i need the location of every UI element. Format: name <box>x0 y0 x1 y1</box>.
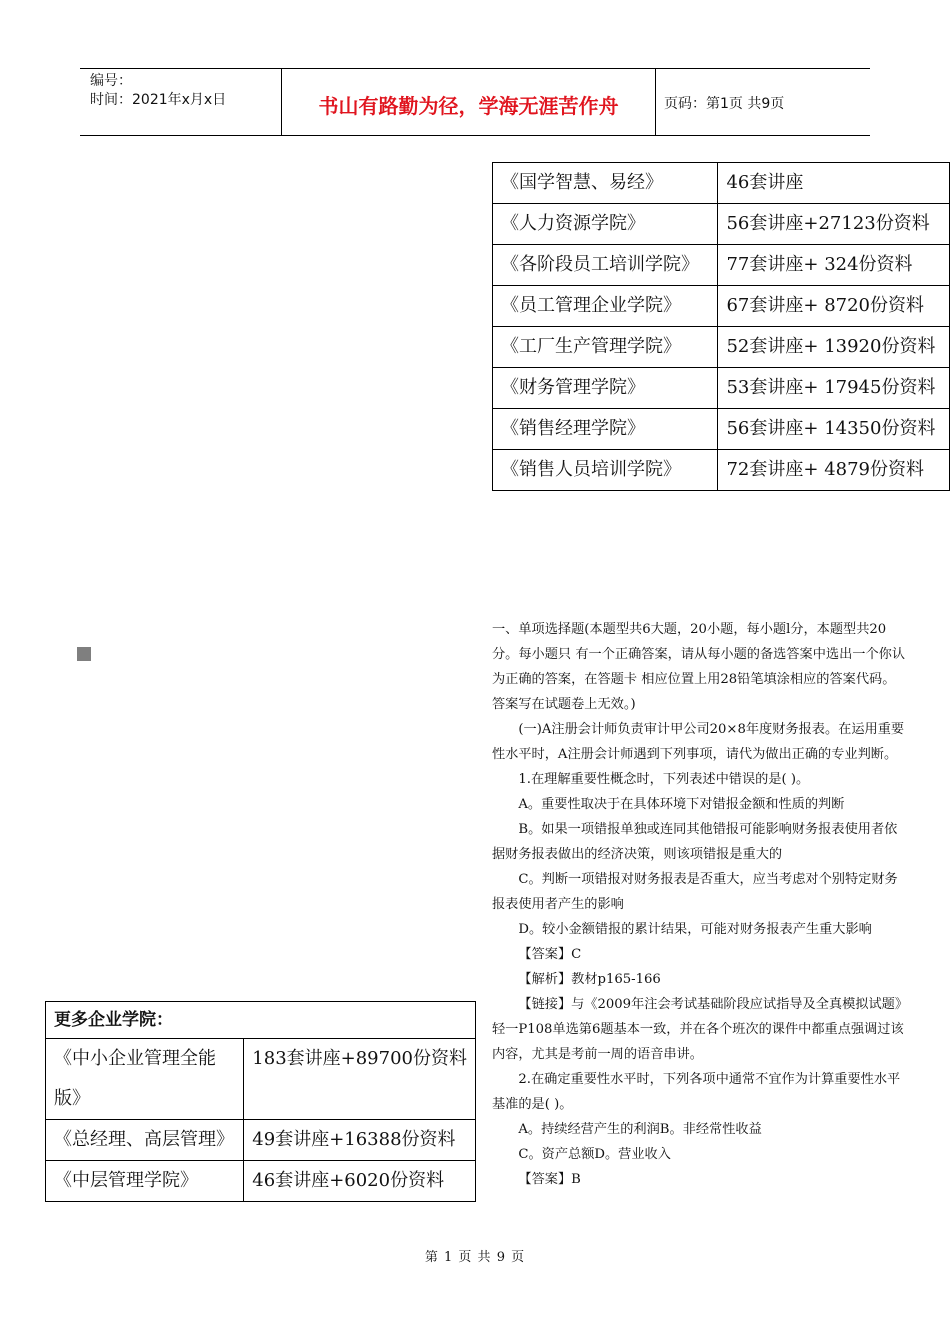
question-intro: (一)A注册会计师负责审计甲公司20×8年度财务报表。在运用重要性水平时，A注册会计师遇到下列事项，请代为做出正确的专业判断。 <box>492 722 905 762</box>
table-row <box>493 163 950 204</box>
table-heading: 更多企业学院： <box>46 1002 476 1039</box>
page-footer: 第 1 页 共 9 页 <box>424 1250 526 1265</box>
header-top-rule <box>80 68 870 69</box>
academy-name: 《中层管理学院》 <box>46 1161 244 1202</box>
academy-content: 52套讲座+ 13920份资料 <box>718 327 950 368</box>
academy-name: 《各阶段员工培训学院》 <box>493 245 718 286</box>
question-1-answer: 【答案】C <box>518 947 582 962</box>
academy-name: 《中小企业管理全能版》 <box>46 1039 244 1120</box>
academy-content: 56套讲座+ 14350份资料 <box>718 409 950 450</box>
question-1: 1.在理解重要性概念时，下列表述中错误的是( )。 <box>518 772 810 787</box>
table-row <box>46 1120 476 1161</box>
table-row <box>493 409 950 450</box>
academy-name: 《销售经理学院》 <box>493 409 718 450</box>
question-2-answer: 【答案】B <box>518 1172 581 1187</box>
academy-name: 《工厂生产管理学院》 <box>493 327 718 368</box>
question-2-options-row-1 <box>492 1117 908 1142</box>
table-row <box>46 1039 476 1120</box>
question-2-option-c: C。资产总额 <box>518 1147 595 1162</box>
header-page-number: 页码：第1页 共9页 <box>664 96 785 112</box>
academy-content: 72套讲座+ 4879份资料 <box>718 450 950 491</box>
question-1-option-b: B。如果一项错报单独或连同其他错报可能影响财务报表使用者依据财务报表做出的经济决策，则该项错报是重大的 <box>492 822 898 862</box>
question-2-option-d: D。营业收入 <box>594 1147 671 1162</box>
academy-name: 《员工管理企业学院》 <box>493 286 718 327</box>
academy-content: 46套讲座 <box>718 163 950 204</box>
academy-content: 49套讲座+16388份资料 <box>244 1120 476 1161</box>
header-divider <box>655 68 656 136</box>
bullet-square <box>77 647 91 661</box>
exam-content <box>492 617 908 1192</box>
document-number: 编号： <box>90 73 132 89</box>
question-1-option-c: C。判断一项错报对财务报表是否重大，应当考虑对个别特定财务报表使用者产生的影响 <box>492 872 898 912</box>
header-motto: 书山有路勤为径，学海无涯苦作舟 <box>318 94 619 118</box>
academy-name: 《人力资源学院》 <box>493 204 718 245</box>
table-row <box>493 286 950 327</box>
academy-content: 46套讲座+6020份资料 <box>244 1161 476 1202</box>
table-row <box>493 245 950 286</box>
document-date: 时间：2021年x月x日 <box>90 92 227 108</box>
academy-content: 53套讲座+ 17945份资料 <box>718 368 950 409</box>
question-1-option-d: D。较小金额错报的累计结果，可能对财务报表产生重大影响 <box>518 922 872 937</box>
academy-table <box>492 162 950 491</box>
table-row <box>493 450 950 491</box>
academy-name: 《财务管理学院》 <box>493 368 718 409</box>
academy-name: 《销售人员培训学院》 <box>493 450 718 491</box>
table-row <box>493 327 950 368</box>
section-title: 一、单项选择题(本题型共6大题，20小题，每小题l分，本题型共20分。每小题只 有一个正确答案，请从每小题的备选答案中选出一个你认为正确的答案，在答题卡 相应位置上用28铅笔填涂相应的答案代码。答案写在试题卷上无效。) <box>492 622 906 712</box>
question-2-option-b: B。非经常性收益 <box>659 1122 762 1137</box>
academy-name: 《国学智慧、易经》 <box>493 163 718 204</box>
question-2-option-a: A。持续经营产生的利润 <box>518 1122 660 1137</box>
question-2: 2.在确定重要性水平时，下列各项中通常不宜作为计算重要性水平基准的是( )。 <box>492 1072 901 1112</box>
question-1-link: 【链接】与《2009年注会考试基础阶段应试指导及全真模拟试题》轻一P108单选第6题基本一致，并在各个班次的课件中都重点强调过该内容，尤其是考前一周的语音串讲。 <box>492 997 909 1062</box>
academy-content: 56套讲座+27123份资料 <box>718 204 950 245</box>
table-row <box>46 1161 476 1202</box>
table-heading-row <box>46 1002 476 1039</box>
header-meta <box>90 72 226 110</box>
table-row <box>493 368 950 409</box>
question-1-analysis: 【解析】教材p165-166 <box>518 972 661 987</box>
academy-content: 183套讲座+89700份资料 <box>244 1039 476 1120</box>
academy-content: 67套讲座+ 8720份资料 <box>718 286 950 327</box>
more-academies-table <box>45 1001 476 1202</box>
academy-content: 77套讲座+ 324份资料 <box>718 245 950 286</box>
table-row <box>493 204 950 245</box>
academy-name: 《总经理、高层管理》 <box>46 1120 244 1161</box>
question-1-option-a: A。重要性取决于在具体环境下对错报金额和性质的判断 <box>518 797 845 812</box>
question-2-options-row-2 <box>492 1142 908 1167</box>
header-bottom-rule <box>80 135 870 136</box>
